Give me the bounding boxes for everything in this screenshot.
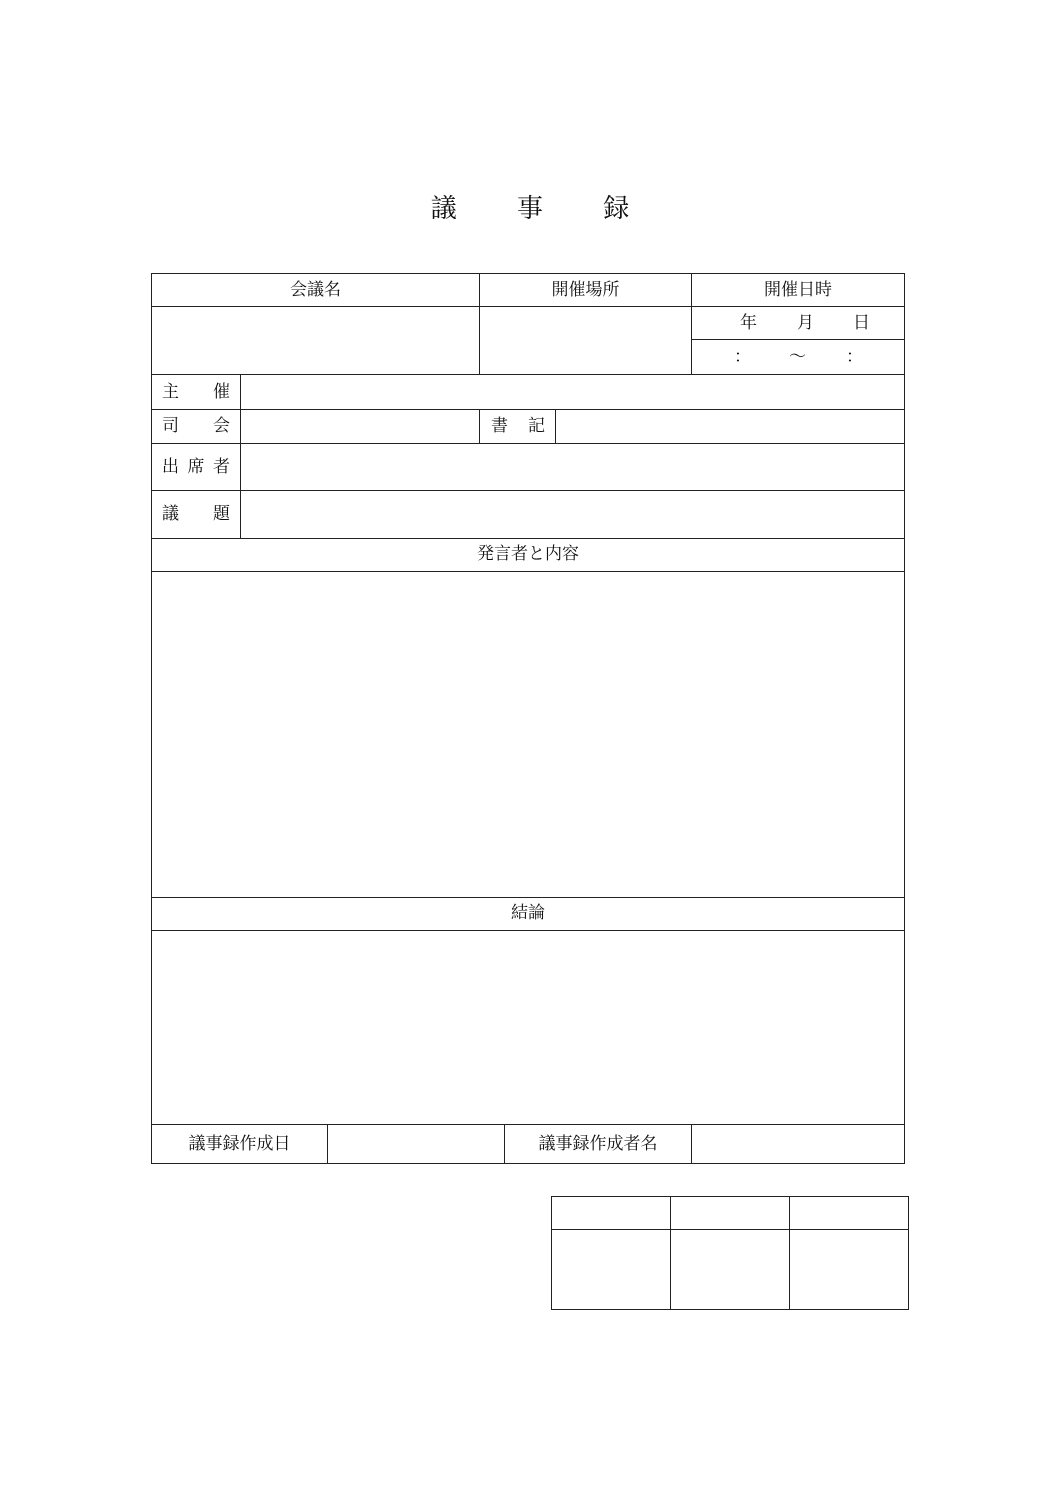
stamp-title-cell[interactable] xyxy=(790,1197,908,1229)
agenda-label: 議 題 xyxy=(162,504,230,524)
stamp-title-cell[interactable] xyxy=(552,1197,670,1229)
stamp-seal-cell[interactable] xyxy=(790,1230,908,1309)
month-label: 月 xyxy=(797,313,814,333)
meeting-name-field[interactable] xyxy=(152,307,479,374)
start-time-colon: ： xyxy=(734,347,751,367)
conclusion-label: 結論 xyxy=(511,903,545,923)
time-range-tilde: ～ xyxy=(789,347,806,367)
agenda-field[interactable] xyxy=(241,491,904,538)
organizer-field[interactable] xyxy=(241,375,904,409)
chair-field[interactable] xyxy=(241,410,479,443)
stamp-seal-cell[interactable] xyxy=(671,1230,789,1309)
end-time-colon: ： xyxy=(846,347,863,367)
table-border-right xyxy=(904,273,905,1164)
meeting-name-label: 会議名 xyxy=(290,280,341,300)
document-title: 議 事 録 xyxy=(430,194,656,224)
row-divider xyxy=(692,339,905,340)
stamp-seal-cell[interactable] xyxy=(552,1230,670,1309)
created-date-label: 議事録作成日 xyxy=(188,1134,291,1154)
table-border-bottom xyxy=(151,1163,905,1164)
datetime-label: 開催日時 xyxy=(764,280,832,300)
attendees-field[interactable] xyxy=(241,444,904,490)
year-label: 年 xyxy=(740,313,757,333)
stamp-border-bottom xyxy=(551,1309,909,1310)
row-divider xyxy=(151,897,905,898)
venue-label: 開催場所 xyxy=(551,280,620,300)
table-border-top xyxy=(151,273,905,274)
row-divider xyxy=(151,538,905,539)
secretary-label: 書 記 xyxy=(491,416,545,436)
venue-field[interactable] xyxy=(480,307,691,374)
author-label: 議事録作成者名 xyxy=(538,1134,658,1154)
secretary-field[interactable] xyxy=(556,410,904,443)
stamp-title-cell[interactable] xyxy=(671,1197,789,1229)
speakers-content-area[interactable] xyxy=(152,572,904,897)
conclusion-area[interactable] xyxy=(152,931,904,1124)
organizer-label: 主 催 xyxy=(162,382,230,402)
speakers-content-label: 発言者と内容 xyxy=(477,544,579,564)
col-divider xyxy=(479,409,480,443)
day-label: 日 xyxy=(853,313,870,333)
stamp-border-right xyxy=(908,1196,909,1310)
chair-label: 司 会 xyxy=(162,416,230,436)
created-date-field[interactable] xyxy=(328,1125,504,1163)
author-field[interactable] xyxy=(692,1125,904,1163)
attendees-label: 出 席 者 xyxy=(162,457,230,477)
